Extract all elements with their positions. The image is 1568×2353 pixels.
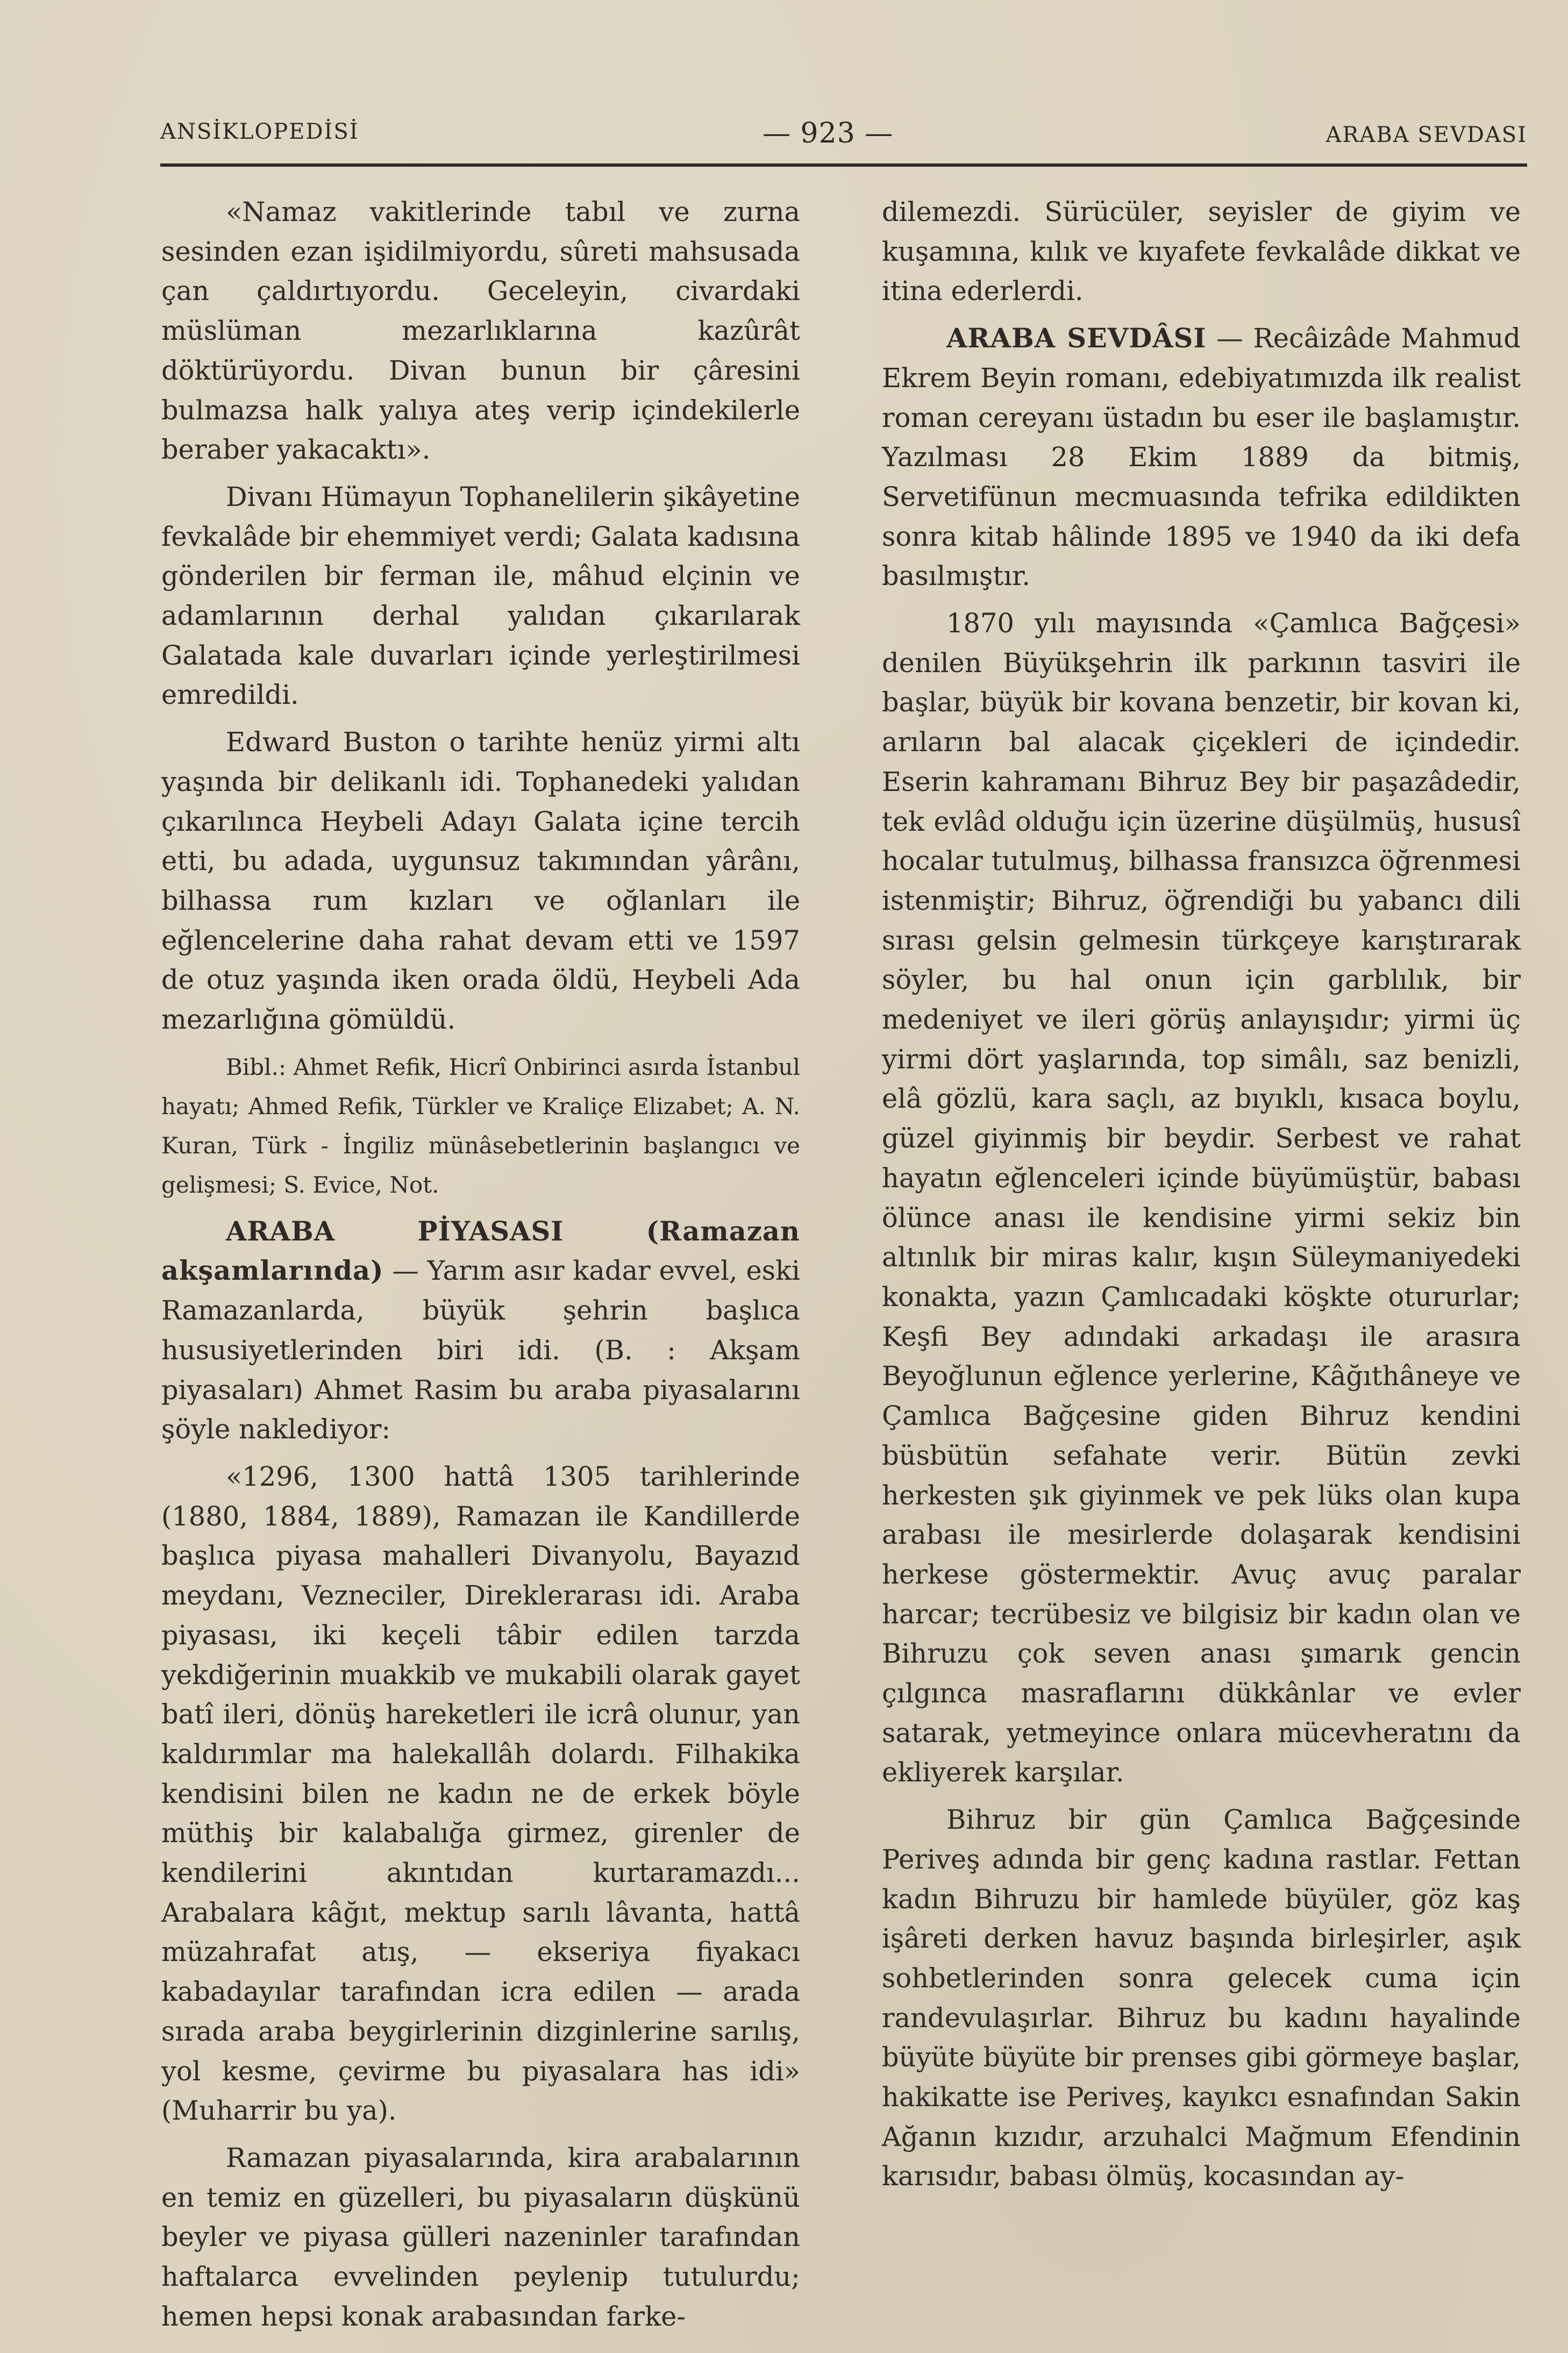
paragraph: dilemezdi. Sürücüler, seyisler de giyim ve kuşamına, kılık ve kıyafete fevkalâde dikkat ve itina ederlerdi. (882, 196, 1521, 307)
paragraph: Bihruz bir gün Çamlıca Bağçesinde Periveş adında bir genç kadına rastlar. Fettan kadın Bihruzu bir hamlede büyüler, göz kaş işâreti derken havuz başında birleşirler, aşık sohbetlerinden sonra gelecek cuma için randevulaşırlar. Bihruz bu kadını hayalinde büyüte büyüte bir prenses gibi görmeye başlar, hakikatte ise Periveş, kayıkcı esnafından Sakin Ağanın kızıdır, arzuhalci Mağmum Efendinin karısıdır, babası ölmüş, kocasından ay- (882, 1804, 1521, 2192)
entry-headword: ARABA SEVDÂSI (946, 323, 1207, 354)
paragraph: Edward Buston o tarihte henüz yirmi altı yaşında bir delikanlı idi. Tophanedeki yalıdan çıkarılınca Heybeli Adayı Galata içine tercih etti, bu adada, uygunsuz takımından yârânı, bilhassa rum kızları ve oğlanları ile eğlencelerine daha rahat devam etti ve 1597 de otuz yaşında iken orada öldü, Heybeli Ada mezarlığına gömüldü. (161, 726, 800, 1036)
header-rule (160, 163, 1527, 167)
entry-text: — Yarım asır kadar evvel, eski Ramazanlarda, büyük şehrin başlıca hususiyetlerinden biri idi. (B. : Akşam piyasaları) Ahmet Rasim bu araba piyasalarını şöyle naklediyor: (161, 1255, 800, 1445)
entry-araba-piyasasi (161, 1212, 800, 1450)
paragraph: Ramazan piyasalarında, kira arabalarının en temiz en güzelleri, bu piyasaların düşkünü beyler ve piyasa gülleri nazeninler tarafından haftalarca evvelinden peylenip tutulurdu; hemen hepsi konak arabasından farke- (161, 2142, 800, 2332)
header-right-title: ARABA SEVDASI (1325, 123, 1527, 147)
right-column (882, 192, 1521, 2204)
header-left-title: ANSİKLOPEDİSİ (160, 119, 359, 144)
bibliography: Bibl.: Ahmet Refik, Hicrî Onbirinci asırda İstanbul hayatı; Ahmed Refik, Türkler ve Kraliçe Elizabet; A. N. Kuran, Türk - İngiliz münâsebetlerinin başlangıcı ve gelişmesi; S. Evice, Not. (161, 1053, 800, 1198)
left-column (161, 192, 800, 2344)
running-header (160, 119, 1527, 157)
page-number: — 923 — (762, 117, 894, 149)
paragraph: Divanı Hümayun Tophanelilerin şikâyetine fevkalâde bir ehemmiyet verdi; Galata kadısına gönderilen bir ferman ile, mâhud elçinin ve adamlarının derhal yalıdan çıkarılarak Galatada kale duvarları içinde yerleştirilmesi emredildi. (161, 481, 800, 711)
paragraph: «Namaz vakitlerinde tabıl ve zurna sesinden ezan işidilmiyordu, sûreti mahsusada çan çaldırtıyordu. Geceleyin, civardaki müslüman mezarlıklarına kazûrât döktürüyordu. Divan bunun bir çâresini bulmazsa halk yalıya ateş verip içindekilerle beraber yakacaktı». (161, 196, 800, 466)
entry-araba-sevdasi (882, 319, 1521, 596)
entry-text: — Recâizâde Mahmud Ekrem Beyin romanı, edebiyatımızda ilk realist roman cereyanı üstadın bu eser ile başlamıştır. Yazılması 28 Ekim 1889 da bitmiş, Servetifünun mecmuasında tefrika edildikten sonra kitab hâlinde 1895 ve 1940 da iki defa basılmıştır. (882, 323, 1521, 592)
entry-headword: ARABA PİYASASI (Ramazan akşamlarında) (161, 1215, 800, 1287)
paragraph: «1296, 1300 hattâ 1305 tarihlerinde (1880, 1884, 1889), Ramazan ile Kandillerde başlıca piyasa mahalleri Divanyolu, Bayazıd meydanı, Vezneciler, Direklerarası idi. Araba piyasası, iki keçeli tâbir edilen tarzda yekdiğerinin muakkib ve mukabili olarak gayet batî ileri, dönüş hareketleri ile icrâ olunur, yan kaldırımlar ma halekallâh dolardı. Filhakika kendisini bilen ne kadın ne de erkek böyle müthiş bir kalabalığa girmez, girenler de kendilerini akıntıdan kurtaramazdı... Arabalara kâğıt, mektup sarılı lâvanta, hattâ müzahrafat atış, — ekseriya fiyakacı kabadayılar tarafından icra edilen — arada sırada araba beygirlerinin dizginlerine sarılış, yol kesme, çevirme bu piyasalara has idi» (Muharrir bu ya). (161, 1460, 800, 2127)
paragraph: 1870 yılı mayısında «Çamlıca Bağçesi» denilen Büyükşehrin ilk parkının tasviri ile başlar, büyük bir kovana benzetir, bir kovan ki, arıların bal alacak çiçekleri de içindedir. Eserin kahramanı Bihruz Bey bir paşazâdedir, tek evlâd olduğu için üzerine düşülmüş, hususî hocalar tutulmuş, bilhassa fransızca öğrenmesi istenmiştir; Bihruz, öğrendiği bu yabancı dili sırası gelsin gelmesin türkçeye karıştırarak söyler, bu hal onun için garblılık, bir medeniyet ve ileri görüş anlayışıdır; yirmi üç yirmi dört yaşlarında, top simâlı, saz benizli, elâ gözlü, kara saçlı, az bıyıklı, kısaca boylu, güzel giyinmiş bir beydir. Serbest ve rahat hayatın eğlenceleri içinde büyümüştür, babası ölünce anası ile kendisine yirmi sekiz bin altınlık bir miras kalır, kışın Süleymaniyedeki konakta, yazın Çamlıcadaki köşkte otururlar; Keşfi Bey adındaki arkadaşı ile arasıra Beyoğlunun eğlence yerlerine, Kâğıthâneye ve Çamlıca Bağçesine giden Bihruz kendini büsbütün sefahate verir. Bütün zevki herkesten şık giyinmek ve pek lüks olan kupa arabası ile mesirlerde dolaşarak kendisini herkese göstermektir. Avuç avuç paralar harcar; tecrübesiz ve bilgisiz bir kadın olan ve Bihruzu çok seven anası şımarık gencin çılgınca masraflarını dükkânlar ve evler satarak, yetmeyince onlara mücevheratını da ekliyerek karşılar. (882, 608, 1521, 1788)
